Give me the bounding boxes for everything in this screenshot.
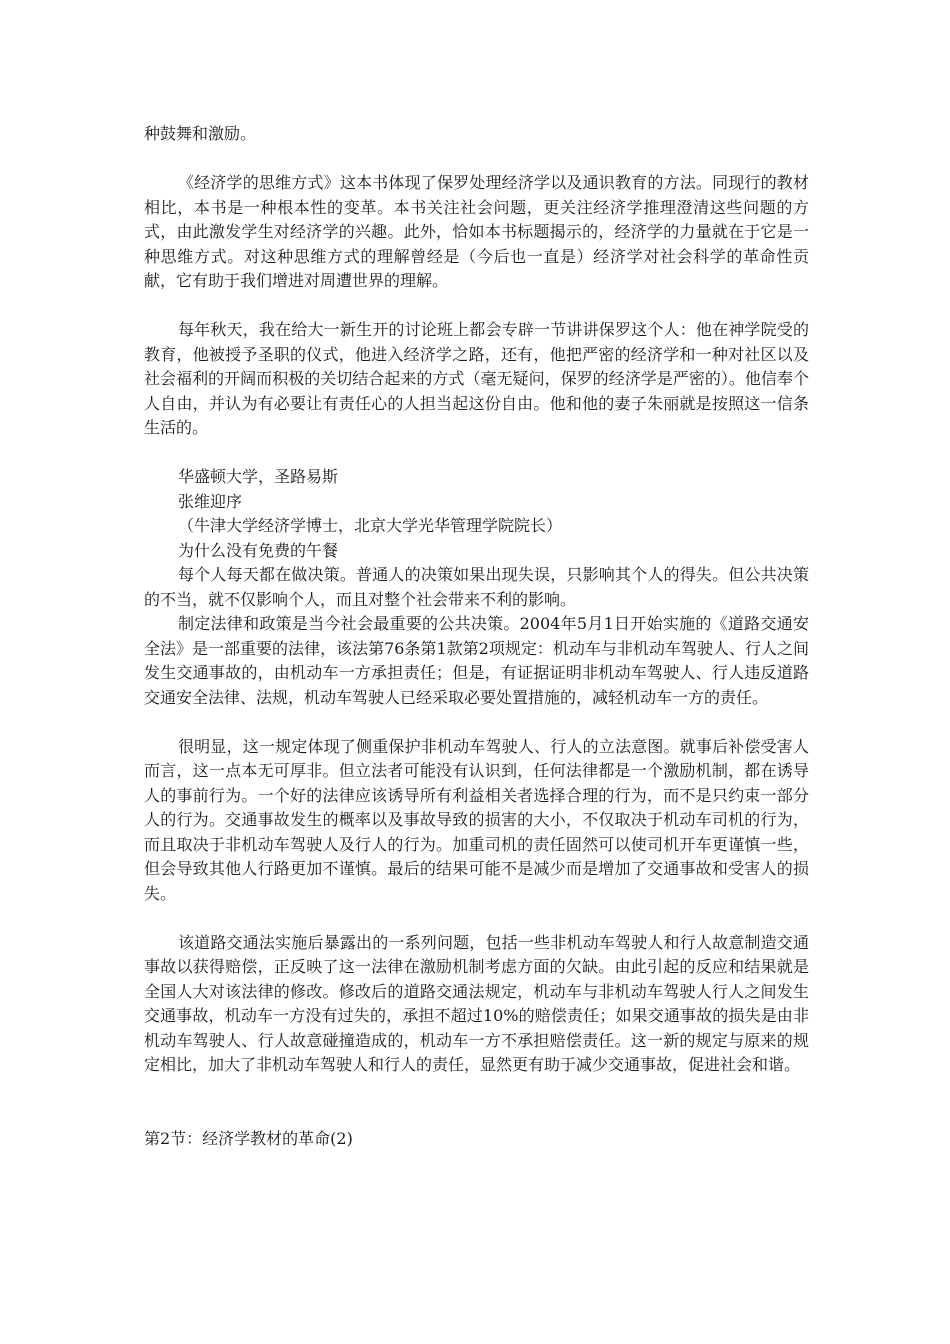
paragraph-gap: [144, 1078, 809, 1103]
paragraph-gap: [144, 147, 809, 172]
section-heading: 第2节：经济学教材的革命(2): [144, 1128, 353, 1148]
paragraph-gap: [144, 1102, 809, 1127]
signature-place: 华盛顿大学，圣路易斯: [178, 467, 339, 486]
paragraph-6: 很明显，这一规定体现了侧重保护非机动车驾驶人、行人的立法意图。就事后补偿受害人而言，这一点本无可厚非。但立法者可能没有认识到，任何法律都是一个激励机制，都在诱导人的事前行为。一个好的法律应该诱导所有利益相关者选择合理的行为，而不是只约束一部分人的行为。交通事故发生的概率以及事故导致的损害的大小，不仅取决于机动车司机的行为，而且取决于非机动车驾驶人及行人的行为。加重司机的责任固然可以使司机开车更谨慎一些，但会导致其他人行路更加不谨慎。最后的结果可能不是减少而是增加了交通事故和受害人的损失。: [144, 736, 809, 903]
paragraph-gap: [144, 294, 809, 319]
paragraph-gap: [144, 906, 809, 931]
paragraph-7: 该道路交通法实施后暴露出的一系列问题，包括一些非机动车驾驶人和行人故意制造交通事故以获得赔偿，正反映了这一法律在激励机制考虑方面的欠缺。由此引起的反应和结果就是全国人大对该法律的修改。修改后的道路交通法规定，机动车与非机动车驾驶人行人之间发生交通事故，机动车一方没有过失的，承担不超过10%的赔偿责任；如果交通事故的损失是由非机动车驾驶人、行人故意碰撞造成的，机动车一方不承担赔偿责任。这一新的规定与原来的规定相比，加大了非机动车驾驶人和行人的责任，显然更有助于减少交通事故，促进社会和谐。: [144, 932, 809, 1074]
paragraph-gap: [144, 441, 809, 466]
paragraph-1: 种鼓舞和激励。: [144, 124, 257, 143]
paragraph-2: 《经济学的思维方式》这本书体现了保罗处理经济学以及通识教育的方法。同现行的教材相比，本书是一种根本性的变革。本书关注社会问题，更关注经济学推理澄清这些问题的方式，由此激发学生对经济学的兴趣。此外，恰如本书标题揭示的，经济学的力量就在于它是一种思维方式。对这种思维方式的理解曾经是（今后也一直是）经济学对社会科学的革命性贡献，它有助于我们增进对周遭世界的理解。: [144, 173, 809, 290]
document-page: [144, 122, 809, 1151]
paragraph-5: 制定法律和政策是当今社会最重要的公共决策。2004年5月1日开始实施的《道路交通安全法》是一部重要的法律，该法第76条第1款第2项规定：机动车与非机动车驾驶人、行人之间发生交通事故的，由机动车一方承担责任；但是，有证据证明非机动车驾驶人、行人违反道路交通安全法律、法规，机动车驾驶人已经采取必要处置措施的，减轻机动车一方的责任。: [144, 614, 809, 707]
preface-title: 为什么没有免费的午餐: [178, 540, 339, 560]
paragraph-4: 每个人每天都在做决策。普通人的决策如果出现失误，只影响其个人的得失。但公共决策的不当，就不仅影响个人，而且对整个社会带来不利的影响。: [144, 565, 809, 609]
author-credentials: （牛津大学经济学博士，北京大学光华管理学院院长）: [178, 516, 563, 535]
paragraph-gap: [144, 710, 809, 735]
preface-author: 张维迎序: [178, 491, 243, 511]
paragraph-3: 每年秋天，我在给大一新生开的讨论班上都会专辟一节讲讲保罗这个人：他在神学院受的教育，他被授予圣职的仪式，他进入经济学之路，还有，他把严密的经济学和一种对社区以及社会福利的开阔而积极的关切结合起来的方式（毫无疑问，保罗的经济学是严密的）。他信奉个人自由，并认为有必要让有责任心的人担当起这份自由。他和他的妻子朱丽就是按照这一信条生活的。: [144, 320, 809, 437]
